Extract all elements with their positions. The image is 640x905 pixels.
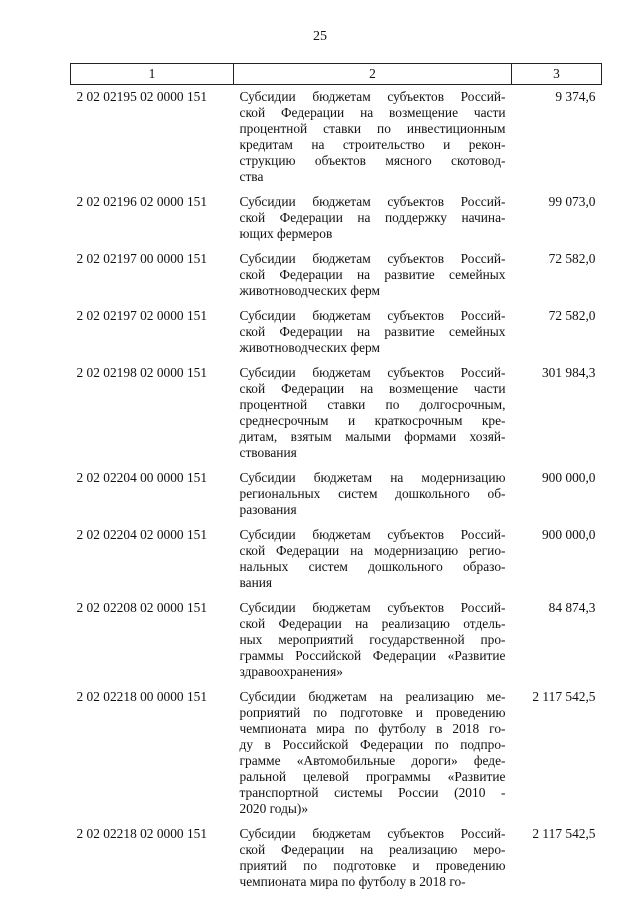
revenue-name-line: региональных систем дошкольного об- <box>239 486 506 501</box>
table-row <box>71 308 602 365</box>
revenue-name-line: Субсидии бюджетам субъектов Россий- <box>239 600 506 615</box>
revenue-name-line: Субсидии бюджетам субъектов Россий- <box>239 89 506 104</box>
table-row <box>71 251 602 308</box>
revenue-name-line: нальных систем дошкольного образо- <box>239 559 506 574</box>
revenue-name-line: животноводческих ферм <box>239 283 380 298</box>
revenue-name-line: Субсидии бюджетам субъектов Россий- <box>239 308 506 323</box>
page-number: 25 <box>313 29 327 44</box>
revenue-name-line: ской Федерации на поддержку начина- <box>239 210 506 225</box>
table-row <box>71 85 602 195</box>
revenue-name-line: вания <box>239 575 273 590</box>
revenue-name-line: ных мероприятий государственной про- <box>239 632 506 647</box>
amount-cell: 301 984,3 <box>541 365 596 380</box>
revenue-name-line: процентной ставки по долгосрочным, <box>239 397 506 412</box>
revenue-name-line: приятий по подготовке и проведению <box>239 858 506 873</box>
budget-code-cell: 2 02 02198 02 0000 151 <box>76 365 208 380</box>
column-header-name: 2 <box>234 64 512 85</box>
revenue-name-line: ской Федерации на развитие семейных <box>239 267 506 282</box>
revenue-name-cell <box>234 308 512 365</box>
revenue-name-line: 2020 годы)» <box>239 801 309 816</box>
revenue-name-cell <box>234 470 512 527</box>
revenue-name-line: кредитам на строительство и рекон- <box>239 137 506 152</box>
revenue-name-line: ской Федерации на возмещение части <box>239 105 506 120</box>
revenue-name-line: среднесрочным и краткосрочным кре- <box>239 413 506 428</box>
revenue-name-line: чемпионата мира по футболу в 2018 го- <box>239 721 506 736</box>
budget-code-cell: 2 02 02195 02 0000 151 <box>76 89 208 104</box>
revenue-name-line: Субсидии бюджетам субъектов Россий- <box>239 251 506 266</box>
amount-cell: 900 000,0 <box>541 527 596 542</box>
revenue-name-line: ду в Российской Федерации по подпро- <box>239 737 506 752</box>
table-body <box>71 85 602 900</box>
revenue-name-cell <box>234 826 512 899</box>
revenue-name-cell <box>234 251 512 308</box>
revenue-name-line: ства <box>239 169 264 184</box>
table-row <box>71 689 602 826</box>
revenue-name-line: ющих фермеров <box>239 226 333 241</box>
revenue-name-line: Субсидии бюджетам на реализацию ме- <box>239 689 506 704</box>
budget-code-cell: 2 02 02218 02 0000 151 <box>76 826 208 841</box>
revenue-name-line: Субсидии бюджетам субъектов Россий- <box>239 194 506 209</box>
budget-code-cell: 2 02 02196 02 0000 151 <box>76 194 208 209</box>
amount-cell: 84 874,3 <box>548 600 596 615</box>
table-row <box>71 194 602 251</box>
revenue-name-line: здравоохранения» <box>239 664 343 679</box>
budget-code-cell: 2 02 02197 00 0000 151 <box>76 251 208 266</box>
revenue-name-line: ральной целевой программы «Развитие <box>239 769 506 784</box>
table-header-row <box>71 64 602 85</box>
amount-cell: 72 582,0 <box>548 251 596 266</box>
budget-code-cell: 2 02 02208 02 0000 151 <box>76 600 208 615</box>
revenue-name-cell <box>234 527 512 600</box>
revenue-name-cell <box>234 194 512 251</box>
amount-cell: 99 073,0 <box>548 194 596 209</box>
column-header-code: 1 <box>71 64 234 85</box>
revenue-name-line: Субсидии бюджетам субъектов Россий- <box>239 365 506 380</box>
amount-cell: 72 582,0 <box>548 308 596 323</box>
table-row <box>71 826 602 899</box>
revenue-name-line: граммы Российской Федерации «Развитие <box>239 648 506 663</box>
revenue-name-line: ской Федерации на реализацию меро- <box>239 842 506 857</box>
revenue-name-line: ской Федерации на модернизацию регио- <box>239 543 506 558</box>
revenue-name-cell <box>234 365 512 470</box>
amount-cell: 9 374,6 <box>555 89 596 104</box>
budget-table <box>70 63 602 899</box>
amount-cell: 900 000,0 <box>541 470 596 485</box>
revenue-name-line: разования <box>239 502 297 517</box>
revenue-name-cell <box>234 85 512 195</box>
amount-cell: 2 117 542,5 <box>532 689 596 704</box>
budget-code-cell: 2 02 02197 02 0000 151 <box>76 308 208 323</box>
revenue-name-line: Субсидии бюджетам субъектов Россий- <box>239 826 506 841</box>
table-row <box>71 600 602 689</box>
budget-code-cell: 2 02 02204 00 0000 151 <box>76 470 208 485</box>
column-header-amount: 3 <box>512 64 602 85</box>
budget-code-cell: 2 02 02218 00 0000 151 <box>76 689 208 704</box>
revenue-name-cell <box>234 600 512 689</box>
revenue-name-line: процентной ставки по инвестиционным <box>239 121 506 136</box>
revenue-name-line: ской Федерации на возмещение части <box>239 381 506 396</box>
revenue-name-line: грамме «Автомобильные дороги» феде- <box>239 753 506 768</box>
table-row <box>71 365 602 470</box>
revenue-name-line: животноводческих ферм <box>239 340 380 355</box>
table-row <box>71 527 602 600</box>
revenue-name-line: Субсидии бюджетам субъектов Россий- <box>239 527 506 542</box>
revenue-name-line: Субсидии бюджетам на модернизацию <box>239 470 506 485</box>
revenue-name-line: ской Федерации на реализацию отдель- <box>239 616 506 631</box>
revenue-name-line: транспортной системы России (2010 - <box>239 785 506 800</box>
budget-code-cell: 2 02 02204 02 0000 151 <box>76 527 208 542</box>
revenue-name-line: роприятий по подготовке и проведению <box>239 705 506 720</box>
revenue-name-line: струкцию объектов мясного скотовод- <box>239 153 506 168</box>
revenue-name-cell <box>234 689 512 826</box>
revenue-name-line: ской Федерации на развитие семейных <box>239 324 506 339</box>
table-row <box>71 470 602 527</box>
revenue-name-line: дитам, взятым малыми формами хозяй- <box>239 429 506 444</box>
amount-cell: 2 117 542,5 <box>532 826 596 841</box>
revenue-name-line: ствования <box>239 445 297 460</box>
revenue-name-line: чемпионата мира по футболу в 2018 го- <box>239 874 466 889</box>
